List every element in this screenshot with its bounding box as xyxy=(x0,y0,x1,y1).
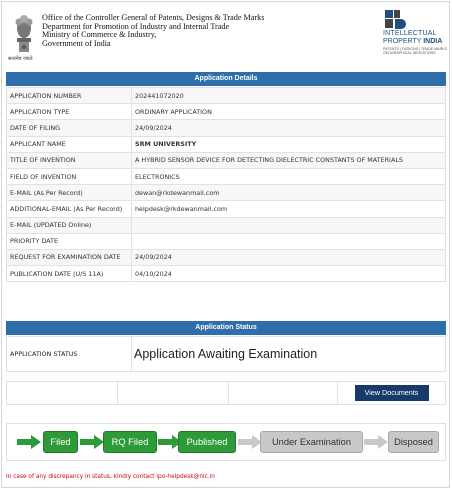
progress-arrow-icon xyxy=(364,435,388,449)
table-row xyxy=(7,104,446,120)
table-row xyxy=(7,120,446,136)
table-row xyxy=(7,266,446,282)
table-row xyxy=(7,185,446,201)
documents-cell xyxy=(229,382,338,404)
row-label: PUBLICATION DATE (U/S 11A) xyxy=(7,266,132,282)
progress-arrow-icon xyxy=(238,435,262,449)
documents-cell xyxy=(118,382,229,404)
application-details-header: Application Details xyxy=(6,72,446,86)
row-label: TITLE OF INVENTION xyxy=(7,152,132,168)
row-value: dewan@rkdewanmail.com xyxy=(132,185,446,201)
ip-india-mark-icon xyxy=(383,8,407,30)
ip-logo-subtitle: PATENTS | DESIGNS | TRADE MARKS GEOGRAPHICAL INDICATIONS xyxy=(383,47,447,56)
progress-step: Filed xyxy=(43,431,78,453)
table-row xyxy=(7,136,446,152)
row-label: APPLICATION NUMBER xyxy=(7,88,132,104)
office-line: Government of India xyxy=(42,38,111,48)
row-value: helpdesk@rkdewanmail.com xyxy=(132,201,446,217)
national-emblem-icon xyxy=(13,10,35,60)
row-label: ADDITIONAL-EMAIL (As Per Record) xyxy=(7,201,132,217)
progress-arrow-icon xyxy=(80,435,104,449)
header xyxy=(0,0,452,68)
row-label: E-MAIL (UPDATED Online) xyxy=(7,217,132,233)
application-status-row xyxy=(6,336,446,372)
progress-step: RQ Filed xyxy=(103,431,157,453)
progress-step: Under Examination xyxy=(260,431,363,453)
status-value: Application Awaiting Examination xyxy=(134,347,318,361)
progress-step: Disposed xyxy=(388,431,439,453)
ip-india-logo xyxy=(381,8,447,64)
row-label: FIELD OF INVENTION xyxy=(7,168,132,184)
table-row xyxy=(7,233,446,249)
row-label: APPLICANT NAME xyxy=(7,136,132,152)
office-line: Ministry of Commerce & Industry, xyxy=(42,30,157,40)
office-title-block xyxy=(42,14,264,48)
table-row xyxy=(7,88,446,104)
office-line: Office of the Controller General of Patents, Designs & Trade Marks xyxy=(42,13,265,22)
row-label: PRIORITY DATE xyxy=(7,233,132,249)
row-value: ELECTRONICS xyxy=(132,168,446,184)
table-row xyxy=(7,217,446,233)
row-value: 24/09/2024 xyxy=(132,120,446,136)
ip-logo-line1: INTELLECTUAL xyxy=(383,30,437,37)
row-value: 04/10/2024 xyxy=(132,266,446,282)
table-row xyxy=(7,249,446,265)
row-value: SRM UNIVERSITY xyxy=(132,136,446,152)
application-details-table xyxy=(6,87,446,282)
ip-logo-line2a: PROPERTY xyxy=(383,38,424,45)
contact-note: In case of any discrepancy in status, kindly contact ipo-helpdesk@nic.in xyxy=(6,474,215,480)
progress-arrow-icon xyxy=(17,435,41,449)
row-label: REQUEST FOR EXAMINATION DATE xyxy=(7,249,132,265)
row-value: ORDINARY APPLICATION xyxy=(132,104,446,120)
application-status-header: Application Status xyxy=(6,321,446,335)
emblem-caption: सत्यमेव जयते xyxy=(8,56,33,62)
table-row xyxy=(7,201,446,217)
row-value: 202441072020 xyxy=(132,88,446,104)
status-label: APPLICATION STATUS xyxy=(7,337,132,371)
row-label: DATE OF FILING xyxy=(7,120,132,136)
row-value xyxy=(132,233,446,249)
office-line: Department for Promotion of Industry and Internal Trade xyxy=(42,21,230,31)
row-value: 24/09/2024 xyxy=(132,249,446,265)
status-progress-tracker xyxy=(6,423,446,461)
documents-cell xyxy=(338,382,445,404)
row-value xyxy=(132,217,446,233)
progress-step: Published xyxy=(178,431,236,453)
documents-row xyxy=(6,381,446,405)
table-row xyxy=(7,152,446,168)
row-value: A HYBRID SENSOR DEVICE FOR DETECTING DIELECTRIC CONSTANTS OF MATERIALS xyxy=(132,152,446,168)
ip-logo-line2 xyxy=(383,38,442,45)
documents-cell xyxy=(7,382,118,404)
ip-logo-line2b: INDIA xyxy=(423,38,443,45)
view-documents-button[interactable]: View Documents xyxy=(355,385,429,401)
table-row xyxy=(7,168,446,184)
row-label: E-MAIL (As Per Record) xyxy=(7,185,132,201)
row-label: APPLICATION TYPE xyxy=(7,104,132,120)
